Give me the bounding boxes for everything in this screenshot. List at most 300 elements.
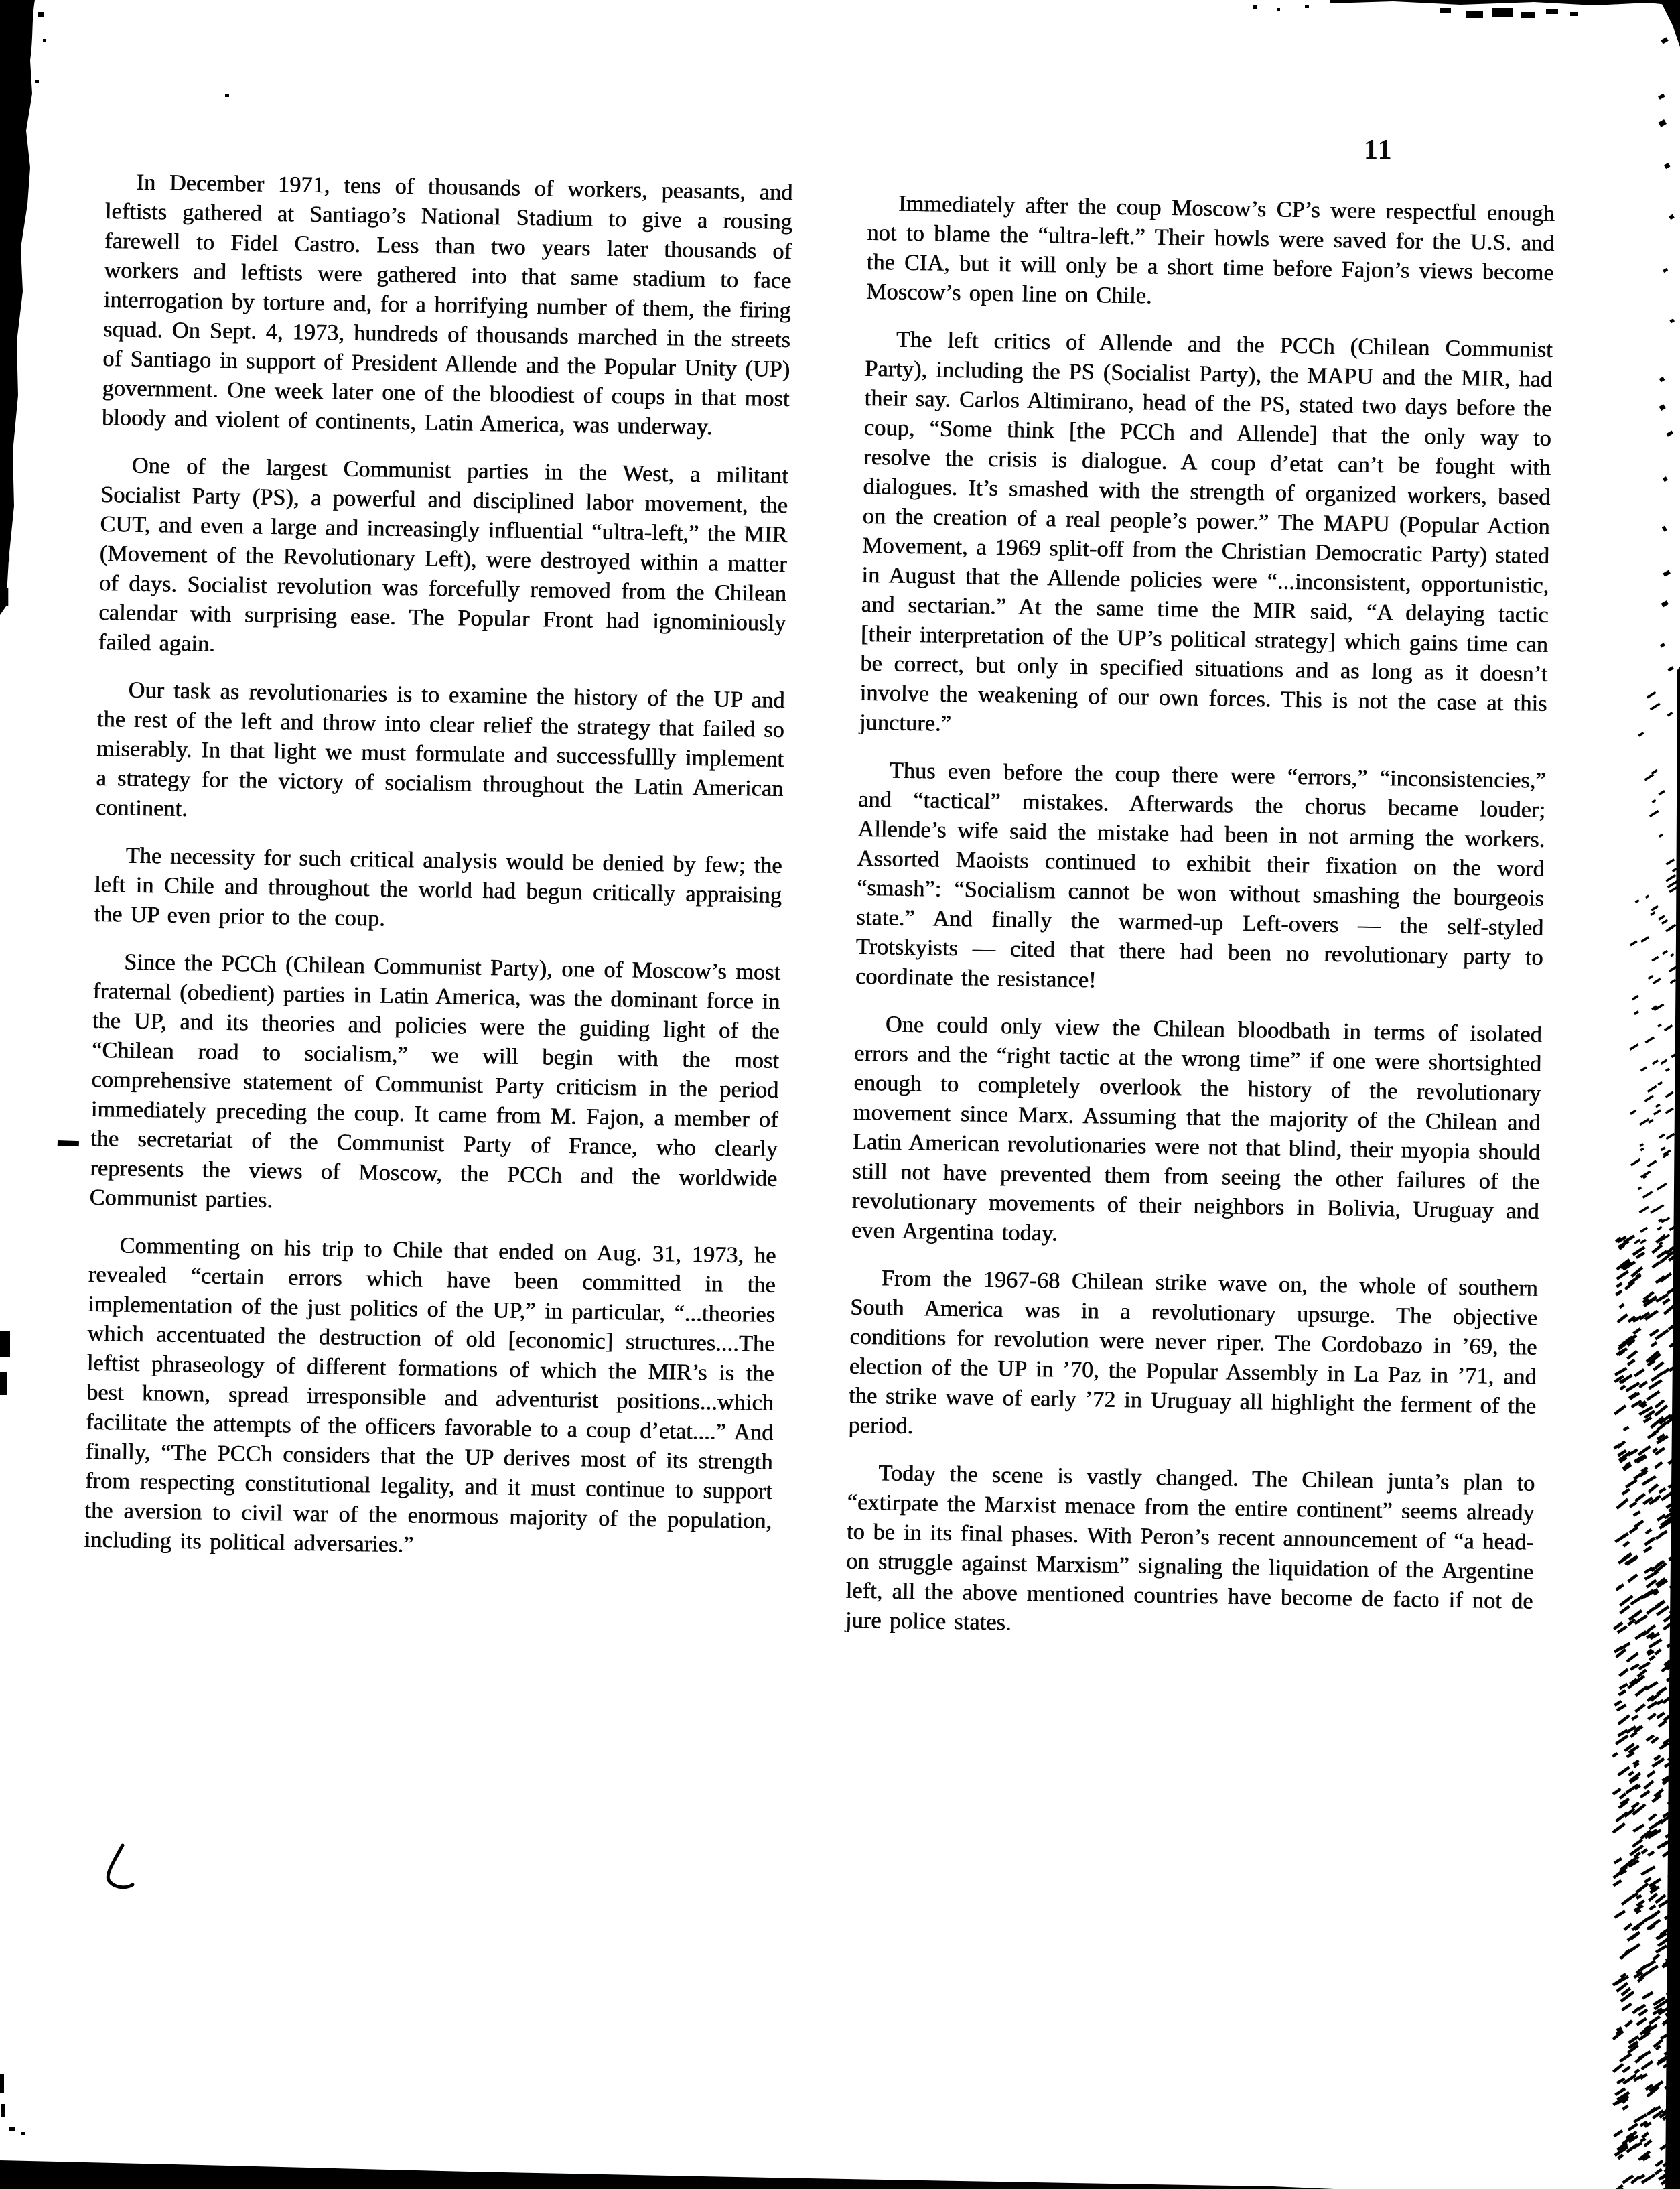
scan-hatch-mark bbox=[1650, 1416, 1664, 1429]
scan-hatch-mark bbox=[1628, 1745, 1640, 1754]
scan-hatch-mark bbox=[1644, 1095, 1654, 1102]
scan-hatch-mark bbox=[1627, 1359, 1636, 1366]
scan-hatch-mark bbox=[1662, 526, 1667, 532]
scan-hatch-mark bbox=[1655, 1104, 1661, 1108]
scan-hatch-mark bbox=[1664, 2084, 1670, 2090]
scan-hatch-mark bbox=[1640, 1239, 1647, 1244]
scan-hatch-mark bbox=[1629, 1043, 1639, 1051]
left-edge-mark bbox=[0, 1331, 10, 1357]
scan-hatch-mark bbox=[1629, 1678, 1638, 1685]
scan-hatch-mark bbox=[1663, 2159, 1673, 2167]
scan-hatch-mark bbox=[1630, 1595, 1644, 1605]
scan-hatch-mark bbox=[1658, 1218, 1663, 1222]
scan-hatch-mark bbox=[1614, 2145, 1629, 2157]
scan-hatch-mark bbox=[1663, 570, 1671, 577]
scan-hatch-mark bbox=[1661, 2173, 1668, 2180]
scan-hatch-mark bbox=[1630, 1731, 1638, 1738]
scan-hatch-mark bbox=[1630, 1110, 1636, 1115]
scan-hatch-mark bbox=[1619, 1950, 1630, 1960]
scan-hatch-mark bbox=[1641, 2174, 1656, 2184]
scan-hatch-mark bbox=[1653, 2000, 1667, 2011]
scan-hatch-mark bbox=[1625, 1479, 1638, 1488]
paragraph: Immediately after the coup Moscow’s CP’s were respectful enough not to blame the “ultra-left.” Their howls were saved for the U.S. and the CIA, but it will only be a short time before Fajon’s views become Moscow’s open line on Chile. bbox=[865, 191, 1555, 309]
scan-hatch-mark bbox=[1660, 2184, 1672, 2189]
scan-hatch-mark bbox=[1644, 2024, 1658, 2035]
scan-hatch-mark bbox=[1634, 1675, 1645, 1684]
scan-hatch-mark bbox=[1655, 1447, 1665, 1455]
right-column bbox=[845, 180, 1555, 1664]
scan-hatch-mark bbox=[1614, 1404, 1626, 1415]
scan-hatch-mark bbox=[1658, 915, 1665, 920]
scan-hatch-mark bbox=[1648, 1483, 1659, 1494]
scan-hatch-mark bbox=[1649, 1924, 1656, 1930]
scan-hatch-mark bbox=[1628, 2123, 1638, 2131]
scan-hatch-mark bbox=[1645, 894, 1649, 899]
scan-hatch-mark bbox=[1668, 924, 1676, 930]
scan-hatch-mark bbox=[1654, 1562, 1667, 1573]
scan-hatch-mark bbox=[1612, 1752, 1618, 1758]
scan-hatch-mark bbox=[1638, 2174, 1646, 2180]
scan-hatch-mark bbox=[1653, 1361, 1665, 1371]
scan-hatch-mark bbox=[1665, 1991, 1678, 2003]
scan-hatch-mark bbox=[1668, 1321, 1680, 1331]
scan-hatch-mark bbox=[1633, 2113, 1647, 2123]
scan-hatch-mark bbox=[1612, 1822, 1626, 1834]
scan-hatch-mark bbox=[1640, 2060, 1653, 2071]
scan-hatch-mark bbox=[1631, 1855, 1640, 1863]
scan-hatch-mark bbox=[1659, 1742, 1669, 1750]
scan-hatch-mark bbox=[1658, 94, 1665, 100]
scan-hatch-mark bbox=[1644, 1410, 1655, 1418]
scan-hatch-mark bbox=[1657, 1081, 1663, 1086]
scan-hatch-mark bbox=[1634, 1615, 1649, 1626]
scan-hatch-mark bbox=[1640, 1467, 1648, 1473]
scan-hatch-mark bbox=[1616, 1498, 1628, 1510]
scan-hatch-mark bbox=[1633, 1510, 1641, 1517]
scan-hatch-mark bbox=[1617, 1729, 1628, 1737]
scan-hatch-mark bbox=[1654, 1404, 1668, 1416]
scan-hatch-mark bbox=[1622, 2074, 1637, 2085]
scan-hatch-mark bbox=[1653, 1755, 1661, 1762]
scan-hatch-mark bbox=[1634, 1392, 1640, 1397]
scan-hatch-mark bbox=[1643, 1588, 1658, 1599]
scan-hatch-mark bbox=[1645, 1037, 1655, 1044]
scan-speck bbox=[1253, 5, 1257, 9]
scan-hatch-mark bbox=[1647, 691, 1656, 699]
scan-hatch-mark bbox=[1654, 1648, 1661, 1655]
scan-hatch-mark bbox=[1628, 1274, 1641, 1285]
scan-hatch-mark bbox=[1650, 1692, 1661, 1701]
scan-hatch-mark bbox=[1653, 1788, 1664, 1798]
scan-hatch-mark bbox=[1663, 476, 1668, 482]
scan-hatch-mark bbox=[1617, 1714, 1630, 1725]
scan-hatch-mark bbox=[1648, 1119, 1654, 1124]
scan-hatch-mark bbox=[1634, 1493, 1646, 1502]
scan-hatch-mark bbox=[1665, 1414, 1677, 1424]
scan-hatch-mark bbox=[1661, 919, 1669, 925]
scan-hatch-mark bbox=[1634, 2054, 1644, 2064]
scan-hatch-mark bbox=[1622, 1374, 1632, 1382]
scan-hatch-mark bbox=[1642, 1191, 1653, 1199]
scan-hatch-mark bbox=[1619, 1865, 1628, 1873]
scan-hatch-mark bbox=[1648, 1813, 1657, 1821]
scan-hatch-mark bbox=[1626, 1336, 1634, 1343]
scan-hatch-mark bbox=[1663, 1622, 1673, 1631]
scan-hatch-mark bbox=[1663, 1959, 1671, 1967]
scan-hatch-mark bbox=[1617, 1625, 1628, 1634]
scan-hatch-mark bbox=[1669, 318, 1675, 323]
scan-hatch-mark bbox=[1636, 1894, 1642, 1900]
scan-hatch-mark bbox=[1621, 1377, 1628, 1384]
scan-hatch-mark bbox=[1655, 1234, 1666, 1244]
scan-hatch-mark bbox=[1671, 1245, 1680, 1255]
scan-hatch-mark bbox=[1630, 1400, 1642, 1408]
scan-hatch-mark bbox=[1622, 1426, 1629, 1431]
scan-hatch-mark bbox=[1644, 2024, 1651, 2031]
scan-hatch-mark bbox=[1652, 799, 1657, 803]
scan-hatch-mark bbox=[1661, 1663, 1671, 1672]
scan-hatch-mark bbox=[1669, 1611, 1680, 1621]
scan-hatch-mark bbox=[1666, 1987, 1678, 1996]
scan-hatch-mark bbox=[1651, 1005, 1657, 1010]
scan-hatch-mark bbox=[1626, 1725, 1636, 1734]
scan-hatch-mark bbox=[1646, 1607, 1655, 1615]
scan-hatch-mark bbox=[1646, 1579, 1657, 1588]
scan-hatch-mark bbox=[1664, 1024, 1673, 1031]
scan-hatch-mark bbox=[1642, 1912, 1657, 1922]
scan-hatch-mark bbox=[1650, 1884, 1657, 1890]
scan-hatch-mark bbox=[1663, 1153, 1669, 1158]
left-column bbox=[82, 168, 792, 1652]
scan-hatch-mark bbox=[1663, 1776, 1671, 1783]
scan-hatch-mark bbox=[1621, 1894, 1635, 1906]
article-body bbox=[82, 168, 1565, 1664]
scan-hatch-mark bbox=[1622, 1463, 1632, 1471]
scan-hatch-mark bbox=[1624, 1808, 1636, 1818]
scan-hatch-mark bbox=[1618, 1303, 1624, 1309]
scan-hatch-mark bbox=[1634, 1609, 1642, 1617]
scan-hatch-mark bbox=[1617, 2153, 1624, 2160]
scan-hatch-mark bbox=[1638, 1400, 1647, 1408]
scan-hatch-mark bbox=[1624, 2019, 1633, 2028]
scan-hatch-mark bbox=[1664, 2164, 1675, 2174]
scan-hatch-mark bbox=[1658, 790, 1665, 795]
scan-hatch-mark bbox=[1659, 119, 1667, 127]
scan-hatch-mark bbox=[1661, 1219, 1665, 1223]
scan-hatch-mark bbox=[1671, 1050, 1680, 1058]
scan-hatch-mark bbox=[1648, 1379, 1663, 1390]
scan-hatch-mark bbox=[1634, 1926, 1640, 1932]
scan-hatch-mark bbox=[1618, 1244, 1626, 1250]
scan-hatch-mark bbox=[1632, 1315, 1642, 1323]
scan-hatch-mark bbox=[1658, 2172, 1670, 2181]
scan-hatch-mark bbox=[1632, 995, 1639, 1000]
scan-hatch-mark bbox=[1640, 2073, 1648, 2080]
scan-hatch-mark bbox=[1626, 1350, 1638, 1360]
scan-hatch-mark bbox=[1667, 1752, 1678, 1762]
scan-hatch-mark bbox=[1653, 1590, 1659, 1596]
scan-hatch-mark bbox=[1613, 2129, 1623, 2137]
scan-hatch-mark bbox=[1652, 1757, 1665, 1768]
scan-hatch-mark bbox=[1663, 2058, 1676, 2069]
scan-hatch-mark bbox=[1628, 1315, 1636, 1323]
scan-hatch-mark bbox=[1617, 1236, 1627, 1243]
scan-hatch-mark bbox=[1655, 1329, 1669, 1340]
scan-hatch-mark bbox=[1630, 940, 1638, 946]
scan-hatch-mark bbox=[1619, 2145, 1629, 2153]
scan-hatch-mark bbox=[1636, 1252, 1646, 1259]
scan-hatch-mark bbox=[1614, 1375, 1624, 1383]
scan-hatch-mark bbox=[1659, 2108, 1671, 2119]
scan-hatch-mark bbox=[1647, 1967, 1655, 1974]
scan-hatch-mark bbox=[1656, 1421, 1668, 1431]
scan-hatch-mark bbox=[1628, 1859, 1640, 1868]
scan-hatch-mark bbox=[1629, 2040, 1639, 2049]
scan-hatch-mark bbox=[1646, 1648, 1653, 1654]
scan-hatch-mark bbox=[1663, 1715, 1670, 1721]
scan-hatch-mark bbox=[1638, 1186, 1642, 1190]
scan-hatch-mark bbox=[1657, 1433, 1665, 1441]
scan-hatch-mark bbox=[1628, 1770, 1634, 1776]
scan-hatch-mark bbox=[1663, 1613, 1674, 1623]
scan-hatch-mark bbox=[1659, 1134, 1665, 1139]
scan-hatch-mark bbox=[1634, 1239, 1640, 1244]
scan-hatch-mark bbox=[1616, 2078, 1626, 2085]
scan-hatch-mark bbox=[1620, 1384, 1626, 1390]
scan-hatch-mark bbox=[1656, 1250, 1667, 1258]
scan-hatch-mark bbox=[1663, 268, 1668, 273]
scan-hatch-mark bbox=[1635, 1273, 1641, 1278]
scan-hatch-mark bbox=[1616, 1282, 1622, 1288]
scan-hatch-mark bbox=[1647, 1089, 1652, 1093]
scan-hatch-mark bbox=[1630, 1931, 1640, 1940]
scan-hatch-mark bbox=[1627, 1678, 1640, 1690]
scan-hatch-mark bbox=[1644, 773, 1655, 781]
scan-hatch-mark bbox=[1620, 1991, 1635, 2003]
left-edge-mark bbox=[0, 1372, 7, 1395]
scan-hatch-mark bbox=[1629, 1845, 1644, 1857]
scan-hatch-mark bbox=[1639, 1312, 1650, 1321]
scan-hatch-mark bbox=[1633, 1762, 1640, 1768]
scan-hatch-mark bbox=[1622, 2174, 1634, 2184]
scan-hatch-mark bbox=[1649, 1497, 1659, 1505]
scan-hatch-mark bbox=[1629, 1772, 1642, 1782]
scan-hatch-mark bbox=[1629, 1392, 1638, 1400]
scan-hatch-mark bbox=[1649, 2015, 1661, 2025]
scan-hatch-mark bbox=[1642, 1175, 1647, 1179]
scan-hatch-mark bbox=[1668, 1254, 1677, 1262]
scan-hatch-mark bbox=[1639, 1471, 1647, 1477]
scan-hatch-mark bbox=[1666, 430, 1673, 436]
scan-hatch-mark bbox=[1618, 1343, 1627, 1351]
scan-hatch-mark bbox=[1650, 1965, 1659, 1972]
scan-hatch-mark bbox=[1618, 1689, 1627, 1696]
scan-hatch-mark bbox=[1612, 2099, 1621, 2106]
scan-hatch-mark bbox=[1622, 2097, 1629, 2104]
scan-hatch-mark bbox=[1646, 2105, 1661, 2116]
scan-hatch-mark bbox=[1665, 2078, 1679, 2090]
scan-hatch-mark bbox=[1634, 1454, 1647, 1463]
scan-hatch-mark bbox=[1618, 1451, 1632, 1462]
scan-hatch-mark bbox=[1626, 1751, 1635, 1759]
scan-hatch-mark bbox=[1644, 1537, 1655, 1546]
scan-hatch-mark bbox=[1632, 1803, 1646, 1816]
scan-hatch-mark bbox=[1649, 1632, 1660, 1640]
scan-speck bbox=[0, 2074, 4, 2093]
scan-hatch-mark bbox=[1633, 1725, 1643, 1734]
scan-hatch-mark bbox=[1662, 1694, 1674, 1704]
scan-hatch-mark bbox=[1648, 975, 1654, 980]
scan-hatch-mark bbox=[1642, 1991, 1654, 2000]
scan-hatch-mark bbox=[1666, 2078, 1678, 2088]
scan-speck bbox=[1440, 8, 1451, 13]
scan-hatch-mark bbox=[6, 309, 11, 320]
scan-hatch-mark bbox=[1650, 911, 1655, 916]
scan-hatch-mark bbox=[1630, 1158, 1641, 1167]
scan-hatch-mark bbox=[1649, 2080, 1663, 2092]
scan-hatch-mark bbox=[1625, 1784, 1639, 1794]
scan-hatch-mark bbox=[1642, 2155, 1650, 2162]
scan-hatch-mark bbox=[1624, 1949, 1631, 1955]
scan-hatch-mark bbox=[4, 361, 9, 383]
scan-hatch-mark bbox=[1647, 1713, 1657, 1721]
scan-hatch-mark bbox=[1655, 1599, 1665, 1607]
scan-hatch-mark bbox=[1616, 2091, 1630, 2101]
scan-hatch-mark bbox=[1653, 1600, 1665, 1610]
scan-hatch-mark bbox=[1622, 2066, 1631, 2074]
scan-hatch-mark bbox=[1649, 1878, 1662, 1888]
scan-hatch-mark bbox=[1614, 1975, 1629, 1986]
scan-hatch-mark bbox=[1661, 1490, 1675, 1501]
scan-hatch-mark bbox=[1615, 1290, 1622, 1297]
scan-hatch-mark bbox=[1640, 2026, 1651, 2036]
scan-hatch-mark bbox=[1634, 1630, 1647, 1640]
scan-hatch-mark bbox=[1655, 1932, 1665, 1940]
scan-hatch-mark bbox=[1666, 1671, 1680, 1682]
scan-hatch-mark bbox=[1626, 2131, 1638, 2140]
scan-hatch-mark bbox=[1632, 1246, 1646, 1256]
scan-hatch-mark bbox=[1616, 2095, 1630, 2105]
scan-hatch-mark bbox=[1654, 1461, 1663, 1469]
scan-hatch-mark bbox=[1666, 858, 1675, 865]
page-number: 11 bbox=[1364, 135, 1393, 165]
scan-hatch-mark bbox=[1634, 1971, 1644, 1979]
scan-hatch-mark bbox=[1649, 1886, 1660, 1894]
scan-hatch-mark bbox=[1612, 1788, 1622, 1796]
scan-hatch-mark bbox=[1667, 1284, 1680, 1295]
scan-hatch-mark bbox=[1656, 1686, 1667, 1695]
scan-hatch-mark bbox=[1629, 1501, 1638, 1508]
scan-hatch-mark bbox=[1634, 2068, 1640, 2074]
scan-hatch-mark bbox=[1627, 1943, 1640, 1953]
scan-hatch-mark bbox=[1616, 2026, 1623, 2032]
scan-hatch-mark bbox=[1633, 2141, 1642, 2149]
scan-hatch-mark bbox=[1667, 880, 1678, 888]
scan-hatch-mark bbox=[1640, 1790, 1651, 1798]
scan-hatch-mark bbox=[1626, 2143, 1638, 2153]
scan-hatch-mark bbox=[5, 553, 9, 562]
scan-hatch-mark bbox=[1646, 1546, 1652, 1551]
scan-hatch-mark bbox=[1618, 1351, 1624, 1356]
scan-hatch-mark bbox=[1617, 1449, 1626, 1457]
scan-hatch-mark bbox=[1627, 2044, 1639, 2054]
scan-hatch-mark bbox=[1670, 979, 1676, 984]
scan-hatch-mark bbox=[1639, 1206, 1650, 1213]
scan-speck bbox=[1492, 8, 1513, 17]
scan-hatch-mark bbox=[1634, 1725, 1642, 1733]
scan-hatch-mark bbox=[1634, 1904, 1644, 1912]
scan-hatch-mark bbox=[1644, 1877, 1652, 1883]
scan-hatch-mark bbox=[1661, 2178, 1669, 2186]
scan-speck bbox=[9, 2127, 15, 2131]
scan-hatch-mark bbox=[1659, 834, 1663, 838]
scan-hatch-mark bbox=[1636, 1965, 1646, 1975]
scan-hatch-mark bbox=[1646, 1960, 1656, 1968]
scan-hatch-mark bbox=[1618, 1240, 1630, 1248]
scan-hatch-mark bbox=[1663, 2013, 1677, 2024]
scan-hatch-mark bbox=[3, 344, 7, 354]
scan-hatch-mark bbox=[1659, 1520, 1672, 1530]
scan-hatch-mark bbox=[1619, 1869, 1627, 1876]
scan-hatch-mark bbox=[1642, 1298, 1649, 1304]
scan-hatch-mark bbox=[1667, 2111, 1677, 2120]
scan-hatch-mark bbox=[1638, 2009, 1648, 2017]
scan-hatch-mark bbox=[1619, 1456, 1628, 1463]
scan-hatch-mark bbox=[1662, 1298, 1670, 1305]
scan-hatch-mark bbox=[1616, 2142, 1628, 2151]
scan-hatch-mark bbox=[1662, 1812, 1670, 1818]
scan-hatch-mark bbox=[1667, 1799, 1675, 1806]
scan-hatch-mark bbox=[1644, 1567, 1653, 1574]
scan-hatch-mark bbox=[1622, 1464, 1630, 1470]
scan-hatch-mark bbox=[1636, 1900, 1646, 1908]
scan-hatch-mark bbox=[1638, 2150, 1651, 2161]
scan-hatch-mark bbox=[1651, 1341, 1658, 1347]
scan-hatch-mark bbox=[1619, 1605, 1630, 1614]
scan-hatch-mark bbox=[1663, 1368, 1670, 1374]
scan-hatch-mark bbox=[1669, 1364, 1678, 1372]
scan-hatch-mark bbox=[1647, 1624, 1656, 1632]
scan-hatch-mark bbox=[1615, 1584, 1623, 1591]
scan-hatch-mark bbox=[1647, 1701, 1657, 1709]
scan-hatch-mark bbox=[1651, 1244, 1663, 1254]
scan-hatch-mark bbox=[1637, 1669, 1647, 1678]
scan-hatch-mark bbox=[4, 483, 9, 504]
scan-hatch-mark bbox=[1662, 1774, 1675, 1785]
scan-hatch-mark bbox=[1667, 2123, 1677, 2131]
scan-hatch-mark bbox=[1656, 1435, 1669, 1444]
scan-hatch-mark bbox=[1665, 1956, 1671, 1962]
scan-hatch-mark bbox=[1647, 1770, 1656, 1778]
scan-hatch-mark bbox=[1624, 1559, 1632, 1566]
scan-hatch-mark bbox=[1663, 2048, 1671, 2056]
scan-hatch-mark bbox=[3, 588, 8, 606]
scan-hatch-mark bbox=[1656, 1560, 1665, 1567]
scan-hatch-mark bbox=[1664, 1910, 1677, 1920]
scan-hatch-mark bbox=[1638, 732, 1644, 736]
scan-hatch-mark bbox=[1658, 1720, 1667, 1728]
scan-hatch-mark bbox=[1628, 1392, 1638, 1399]
scan-hatch-mark bbox=[1667, 2096, 1679, 2106]
scan-hatch-mark bbox=[1669, 1665, 1680, 1677]
scan-hatch-mark bbox=[4, 431, 6, 446]
scan-hatch-mark bbox=[1624, 1743, 1635, 1752]
paragraph: Our task as revolutionaries is to examine the history of the UP and the rest of the left and throw into clear relief the strategy that failed so miserably. In that light we must formulate and successfullly implement a strategy for the victory of socialism throughout the Latin American continent. bbox=[95, 677, 785, 822]
scan-hatch-mark bbox=[1619, 2053, 1632, 2063]
scan-hatch-mark bbox=[1643, 1546, 1653, 1553]
scan-hatch-mark bbox=[1653, 2039, 1663, 2048]
scan-hatch-mark bbox=[1627, 1931, 1641, 1942]
